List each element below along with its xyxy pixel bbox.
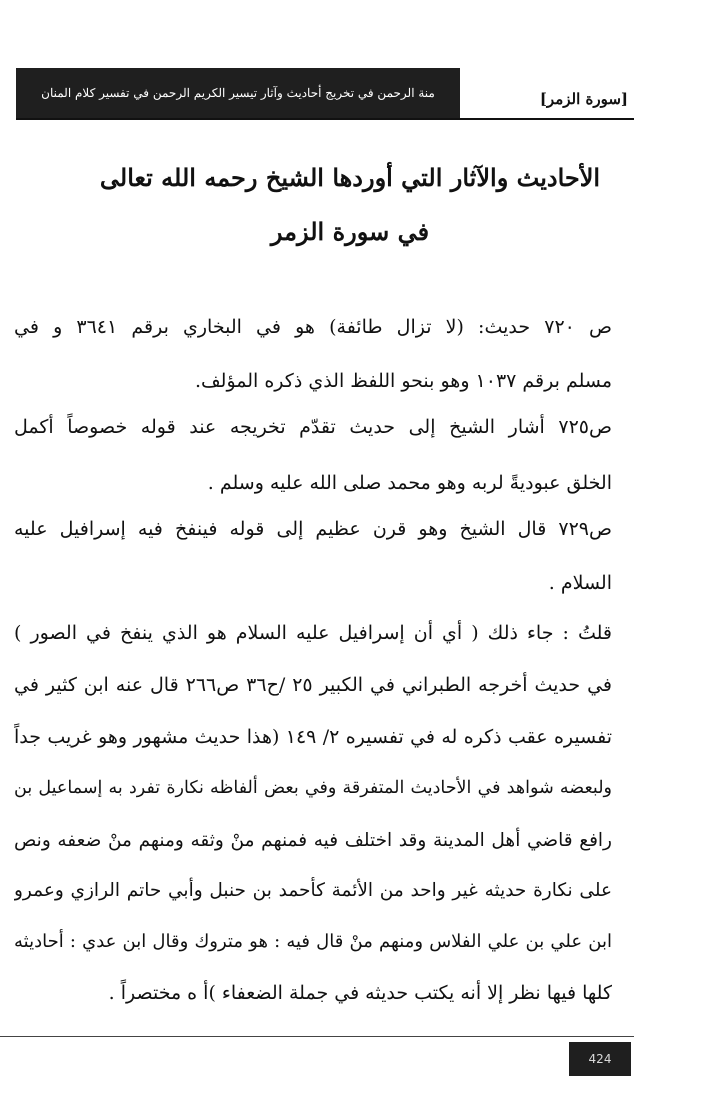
header-book-banner [16, 68, 460, 118]
text-line-9: تفسيره عقب ذكره له في تفسيره ٢/ ١٤٩ (هذا حديث مشهور وهو غريب جداً [14, 726, 612, 748]
text-line-10: ولبعضه شواهد في الأحاديث المتفرقة وفي بعض ألفاظه نكارة تفرد به إسماعيل بن [14, 778, 612, 798]
text-line-5: ص٧٢٩ قال الشيخ وهو قرن عظيم إلى قوله فينفخ فيه إسرافيل عليه [14, 518, 612, 540]
text-line-11: رافع قاضي أهل المدينة وقد اختلف فيه فمنهم منْ وثقه ومنهم منْ ضعفه ونص [14, 830, 612, 851]
page-subtitle: في سورة الزمر [270, 217, 430, 246]
text-line-2: مسلم برقم ١٠٣٧ وهو بنحو اللفظ الذي ذكره المؤلف. [194, 370, 612, 392]
page-title: الأحاديث والآثار التي أوردها الشيخ رحمه الله تعالى [99, 163, 601, 192]
header-divider [16, 118, 634, 120]
text-line-13: ابن علي بن علي الفلاس ومنهم منْ قال فيه : هو متروك وقال ابن عدي : أحاديثه [14, 931, 612, 952]
text-line-7: قلتُ : جاء ذلك ( أي أن إسرافيل عليه السلام هو الذي ينفخ في الصور ) [14, 622, 612, 644]
header-surah-label: [سورة الزمر] [539, 90, 628, 108]
page-number-badge: 424 [569, 1042, 631, 1076]
text-line-12: على نكارة حديثه غير واحد من الأئمة كأحمد بن حنبل وأبي حاتم الرازي وعمرو [14, 880, 612, 901]
text-line-6: السلام . [548, 572, 612, 594]
text-line-8: في حديث أخرجه الطبراني في الكبير ٢٥ /ح٣٦ ص٢٦٦ قال عنه ابن كثير في [14, 674, 612, 696]
text-line-4: الخلق عبوديةً لربه وهو محمد صلى الله عليه وسلم . [207, 472, 612, 494]
text-line-14: كلها فيها نظر إلا أنه يكتب حديثه في جملة الضعفاء )أ ه مختصراً . [108, 982, 612, 1004]
text-line-1: ص ٧٢٠ حديث: (لا تزال طائفة) هو في البخاري برقم ٣٦٤١ و في [14, 316, 612, 338]
footer-divider [0, 1036, 634, 1037]
text-line-3: ص٧٢٥ أشار الشيخ إلى حديث تقدّم تخريجه عند قوله خصوصاً أكمل [14, 416, 612, 438]
page-header [16, 68, 634, 118]
header-book-title: منة الرحمن في تخريج أحاديث وآثار تيسير الكريم الرحمن في تفسير كلام المنان [41, 86, 435, 100]
